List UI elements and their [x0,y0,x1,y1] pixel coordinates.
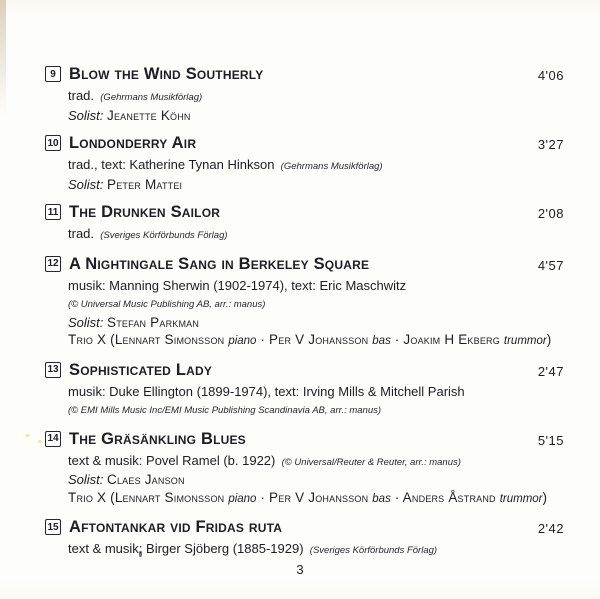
credit-segment-name: · Per V Johansson [256,332,373,347]
credit-segment-pub: (© Universal/Reuter & Reuter, arr.: manus) [278,456,461,468]
credit-segment-name: ) [546,332,552,347]
credit-segment-instr: bas [372,335,391,347]
track-title-row [45,202,564,224]
track-credit-line [68,87,564,107]
track-number-badge: 12 [45,256,61,272]
track-credit-line [68,489,564,509]
paper-speck [38,440,42,443]
credit-segment-solist-label: Solist: [68,176,108,192]
track-credit-line [68,331,564,351]
track-credit-line [68,277,564,295]
credit-segment-instr: piano [228,335,257,347]
track-duration: 3'27 [537,137,564,152]
track-number-badge: 10 [45,135,61,151]
track-duration: 4'06 [537,68,564,83]
page-number: 3 [296,562,304,577]
credit-segment-solist-label: Solist: [68,314,108,330]
track-title-row [45,429,564,451]
credit-segment-instr: trummor [499,492,543,505]
credit-segment-instr: piano [228,492,257,505]
credit-segment-name: Jeanette Köhn [107,107,191,123]
track-title-row [45,64,564,86]
track-row [45,429,564,509]
credit-segment-name: Claes Janson [107,472,185,487]
credit-segment-credit: text & musik: Povel Ramel (b. 1922) [68,452,279,468]
track-title: The Drunken Sailor [69,203,221,221]
track-duration: 4'57 [537,257,564,273]
track-number-badge: 15 [45,519,61,535]
track-number-badge: 9 [45,66,61,82]
track-duration: 2'42 [537,521,564,536]
track-title: Londonderry Air [69,134,197,152]
track-title-row [45,360,564,382]
track-list [45,64,564,569]
track-title: Blow the Wind Southerly [69,65,264,83]
credit-segment-name: Stefan Parkman [107,314,200,330]
credit-segment-name: · Anders Åstrand [390,489,500,505]
track-credit-line [68,225,564,245]
credit-segment-credit: musik: Duke Ellington (1899-1974), text: Irving Mills & Mitchell Parish [68,383,465,399]
credit-segment-credit: musik: Manning Sherwin (1902-1974), text: Eric Maschwitz [68,277,407,293]
paper-edge-streak [0,0,6,115]
track-credit-line [68,176,564,194]
credit-segment-name: ) [542,489,548,505]
track-title: A Nightingale Sang in Berkeley Square [69,254,370,273]
track-credit-line [68,400,564,420]
track-row [45,133,564,193]
track-credit-line [68,540,564,560]
credit-segment-credit: trad. [68,226,98,241]
track-title: The Gräsänkling Blues [69,429,246,448]
track-credit-line [68,452,564,472]
track-number-badge: 13 [45,362,61,378]
track-title-row [45,133,564,155]
track-title: Aftontankar vid Fridas ruta [69,518,283,536]
credit-segment-solist-label: Solist: [68,472,108,487]
track-row [45,517,564,560]
track-number-badge: 11 [45,204,61,220]
track-title: Sophisticated Lady [69,360,213,379]
track-credit-line [68,294,564,314]
track-credit-line [68,156,564,176]
track-credit-line [68,314,564,332]
track-title-row [45,254,564,276]
track-credit-line [68,383,564,401]
track-number-badge: 14 [45,431,61,447]
track-credit-line [68,471,564,489]
credit-segment-pub: (© EMI Mills Music Inc/EMI Music Publishing Scandinavia AB, arr.: manus) [68,405,382,416]
track-row [45,202,564,245]
credit-segment-pub: (Sveriges Körförbunds Förlag) [97,230,228,241]
credit-segment-credit: text & musik: Birger Sjöberg (1885-1929) [68,541,308,556]
credit-segment-solist-label: Solist: [68,107,108,123]
track-duration: 5'15 [537,432,564,448]
track-title-row [45,517,564,539]
credit-segment-pub: (Gehrmans Musikförlag) [97,92,203,103]
credit-segment-credit: trad., text: Katherine Tynan Hinkson [68,157,279,172]
credit-segment-name: Peter Mattei [107,176,183,192]
credit-segment-instr: trummor [503,335,547,347]
credit-segment-credit: trad. [68,88,98,103]
track-row [45,360,564,420]
credit-segment-pub: (Gehrmans Musikförlag) [278,161,383,172]
credit-segment-name: Trio X (Lennart Simonsson [68,489,229,505]
credit-segment-name: · Joakim H Ekberg [390,332,504,347]
credit-segment-instr: bas [372,492,391,505]
credit-segment-name: Trio X (Lennart Simonsson [68,332,229,347]
track-duration: 2'08 [537,206,564,221]
track-row [45,254,564,351]
track-row [45,64,564,124]
credit-segment-name: · Per V Johansson [256,489,373,505]
paper-speck [25,434,30,437]
credit-segment-pub: (© Universal Music Publishing AB, arr.: manus) [68,299,266,310]
track-duration: 2'47 [537,363,564,379]
credit-segment-pub: (Sveriges Körförbunds Förlag) [307,545,438,556]
track-credit-line [68,107,564,125]
